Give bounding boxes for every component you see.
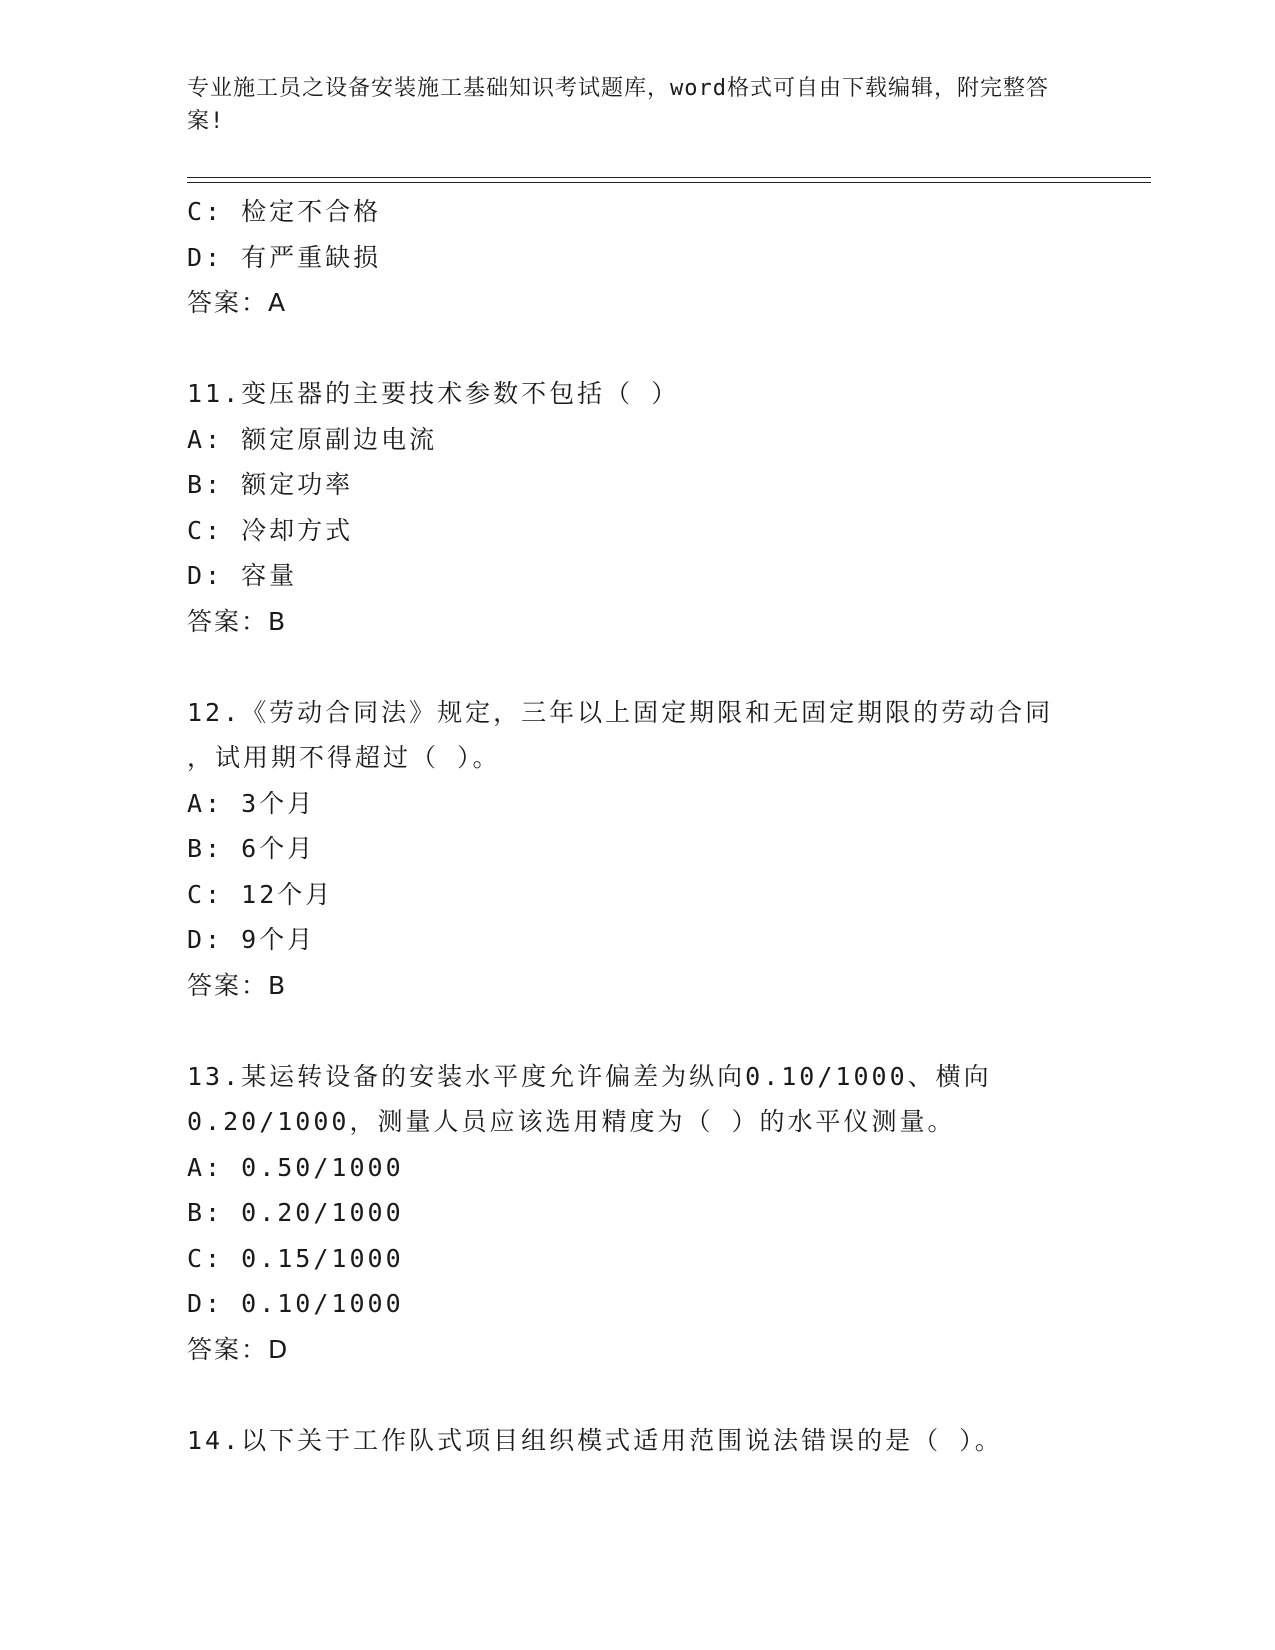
spacer <box>187 1008 1087 1054</box>
question-12 <box>187 690 1087 1009</box>
header-divider-bottom <box>187 182 1151 183</box>
question-13 <box>187 1054 1087 1373</box>
header-divider-top <box>187 177 1151 178</box>
option-d: D: 容量 <box>187 561 298 590</box>
spacer <box>187 644 1087 690</box>
option-b: B: 0.20/1000 <box>187 1198 404 1227</box>
option-b: B: 6个月 <box>187 834 316 863</box>
option-c: C: 检定不合格 <box>187 197 382 226</box>
option-d: D: 9个月 <box>187 925 316 954</box>
question-stem-line-2: 0.20/1000，测量人员应该选用精度为（ ）的水平仪测量。 <box>187 1107 956 1136</box>
question-stem-line-1: 13.某运转设备的安装水平度允许偏差为纵向0.10/1000、横向 <box>187 1061 992 1091</box>
prev-question <box>187 189 1087 326</box>
option-a: A: 额定原副边电流 <box>187 424 438 454</box>
question-11 <box>187 371 1087 644</box>
option-c: C: 12个月 <box>187 879 334 909</box>
option-a: A: 0.50/1000 <box>187 1152 404 1182</box>
answer-line: 答案：A <box>187 288 288 317</box>
document-header <box>187 72 1067 138</box>
question-stem-line-1: 12.《劳动合同法》规定，三年以上固定期限和无固定期限的劳动合同 <box>187 697 1054 727</box>
header-title: 专业施工员之设备安装施工基础知识考试题库，word格式可自由下载编辑，附完整答案! <box>187 76 1049 134</box>
question-stem: 14.以下关于工作队式项目组织模式适用范围说法错误的是（ ）。 <box>187 1425 1003 1455</box>
answer-line: 答案：B <box>187 970 288 1000</box>
question-stem: 11.变压器的主要技术参数不包括（ ） <box>187 379 680 408</box>
spacer <box>187 1372 1087 1418</box>
option-a: A: 3个月 <box>187 788 316 818</box>
answer-line: 答案：D <box>187 1334 290 1364</box>
answer-line: 答案：B <box>187 606 288 636</box>
option-d: D: 0.10/1000 <box>187 1289 404 1318</box>
option-c: C: 冷却方式 <box>187 515 354 545</box>
document-body <box>187 189 1087 1463</box>
question-14 <box>187 1418 1087 1464</box>
spacer <box>187 326 1087 372</box>
option-c: C: 0.15/1000 <box>187 1243 404 1273</box>
option-b: B: 额定功率 <box>187 470 354 499</box>
question-stem-line-2: ，试用期不得超过（ ）。 <box>187 743 501 772</box>
option-d: D: 有严重缺损 <box>187 242 382 272</box>
